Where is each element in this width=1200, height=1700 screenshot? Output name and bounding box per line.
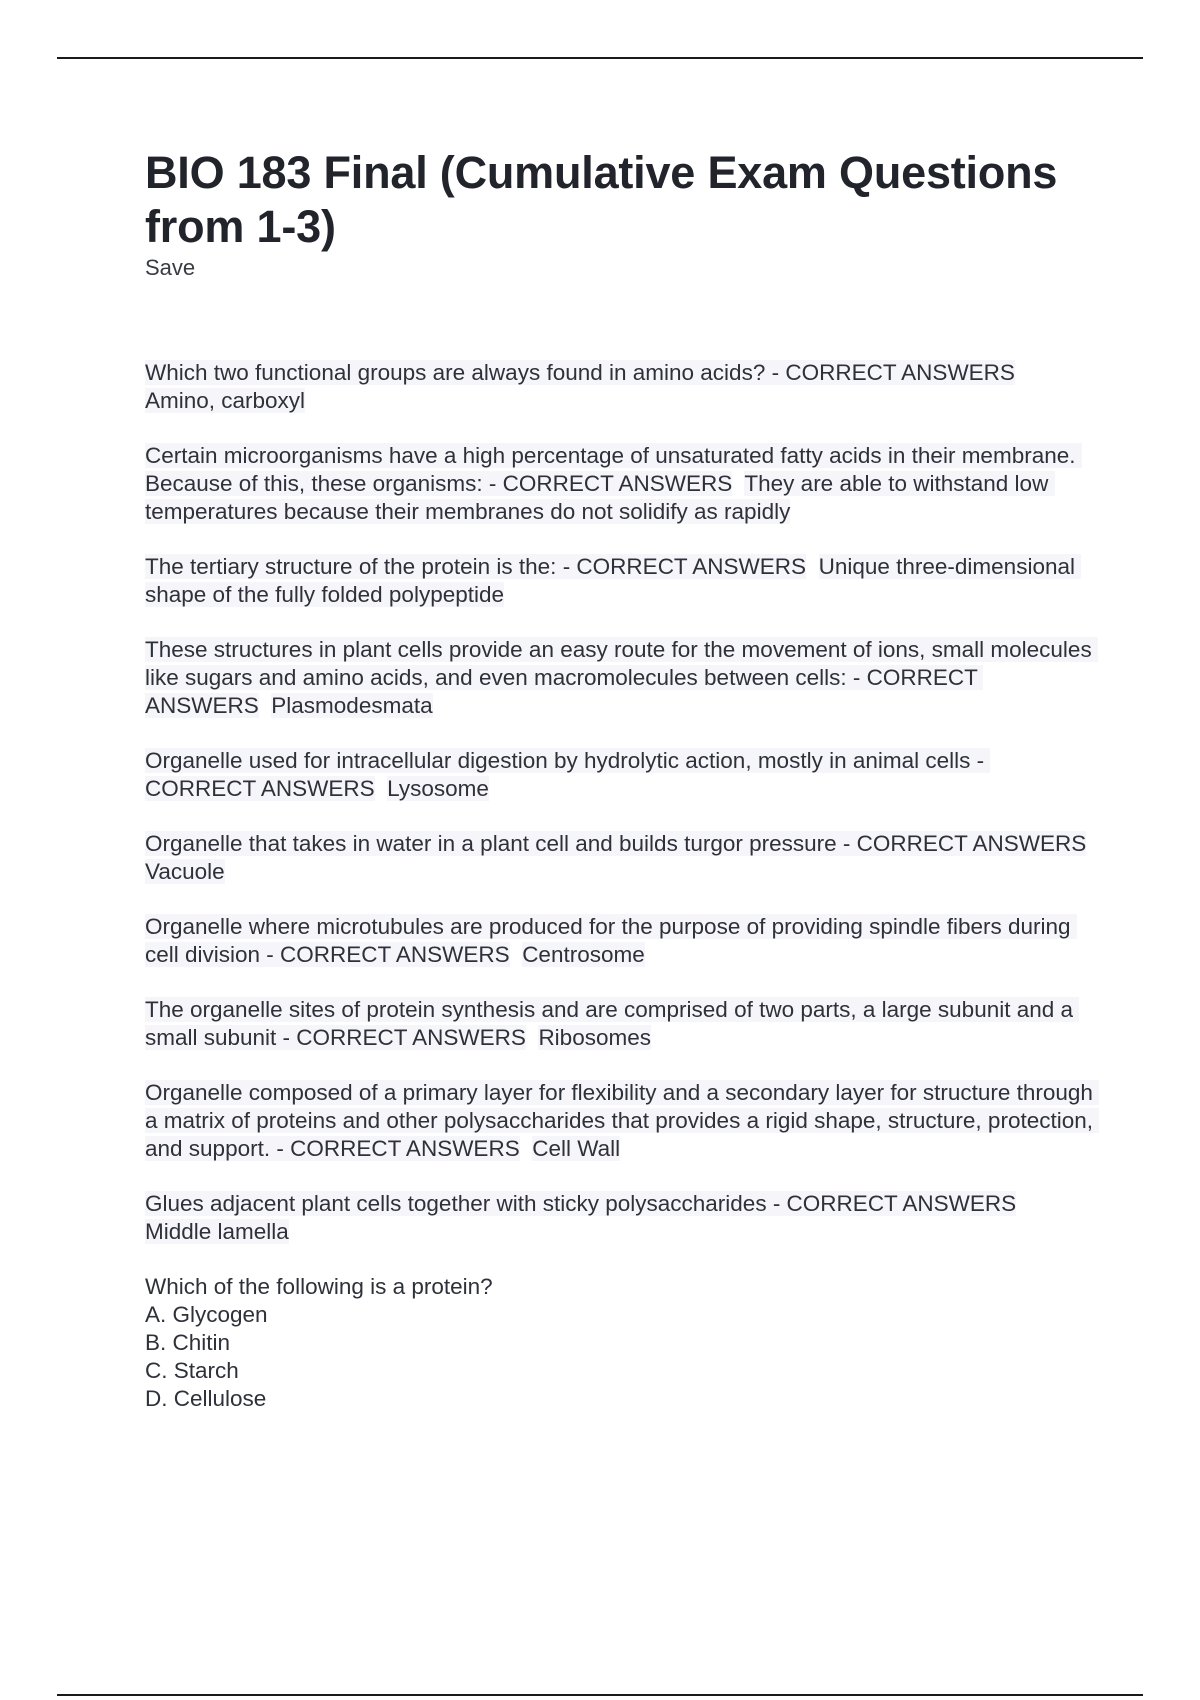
qa-question: Certain microorganisms have a high percentage of unsaturated fatty acids in their membrane. Because of this, these organisms: - CORRECT ANSWERS xyxy=(145,443,1082,496)
save-link[interactable]: Save xyxy=(145,255,196,280)
mc-option: D. Cellulose xyxy=(145,1386,267,1411)
qa-question: The tertiary structure of the protein is the: - CORRECT ANSWERS xyxy=(145,554,807,579)
qa-item xyxy=(145,442,1095,526)
qa-list xyxy=(145,359,1100,1413)
qa-answer: They are able to withstand low temperatures because their membranes do not solidify as rapidly xyxy=(145,471,1055,524)
mc-question-text: Which of the following is a protein? xyxy=(145,1274,493,1299)
qa-answer: Unique three-dimensional shape of the fully folded polypeptide xyxy=(145,554,1082,607)
qa-answer: Vacuole xyxy=(145,859,225,884)
qa-item xyxy=(145,747,1095,803)
qa-item xyxy=(145,359,1095,415)
mc-option: C. Starch xyxy=(145,1358,239,1383)
qa-question: The organelle sites of protein synthesis and are comprised of two parts, a large subunit and a small subunit - CORRECT ANSWERS xyxy=(145,997,1080,1050)
qa-question: Which two functional groups are always found in amino acids? - CORRECT ANSWERS xyxy=(145,360,1015,385)
multiple-choice-question xyxy=(145,1273,1095,1413)
qa-answer: Amino, carboxyl xyxy=(145,388,306,413)
bottom-rule xyxy=(57,1694,1143,1696)
qa-item xyxy=(145,553,1095,609)
document-body xyxy=(145,146,1100,1413)
qa-item xyxy=(145,830,1095,886)
qa-answer: Plasmodesmata xyxy=(271,693,433,718)
qa-question: Organelle that takes in water in a plant cell and builds turgor pressure - CORRECT ANSWERS xyxy=(145,831,1087,856)
qa-question: Organelle used for intracellular digestion by hydrolytic action, mostly in animal cells - CORRECT ANSWERS xyxy=(145,748,991,801)
qa-item xyxy=(145,636,1098,720)
qa-answer: Cell Wall xyxy=(532,1136,621,1161)
qa-item xyxy=(145,1190,1095,1246)
qa-answer: Centrosome xyxy=(522,942,645,967)
qa-item xyxy=(145,913,1095,969)
top-rule xyxy=(57,57,1143,59)
qa-item xyxy=(145,1079,1100,1163)
document-title: BIO 183 Final (Cumulative Exam Questions from 1-3) xyxy=(145,147,1058,252)
qa-question: Organelle where microtubules are produced for the purpose of providing spindle fibers during cell division - CORRECT ANSWERS xyxy=(145,914,1077,967)
mc-option: B. Chitin xyxy=(145,1330,231,1355)
qa-answer: Middle lamella xyxy=(145,1219,289,1244)
qa-question: Glues adjacent plant cells together with sticky polysaccharides - CORRECT ANSWERS xyxy=(145,1191,1017,1216)
qa-answer: Lysosome xyxy=(387,776,489,801)
qa-question: Organelle composed of a primary layer for flexibility and a secondary layer for structure through a matrix of proteins and other polysaccharides that provides a rigid shape, structure, protection, and support. - CORRECT ANSWERS xyxy=(145,1080,1100,1161)
qa-item xyxy=(145,996,1095,1052)
qa-answer: Ribosomes xyxy=(538,1025,651,1050)
mc-options xyxy=(145,1301,1095,1413)
mc-option: A. Glycogen xyxy=(145,1302,268,1327)
qa-question: These structures in plant cells provide an easy route for the movement of ions, small molecules like sugars and amino acids, and even macromolecules between cells: - CORRECT ANSWERS xyxy=(145,637,1098,718)
